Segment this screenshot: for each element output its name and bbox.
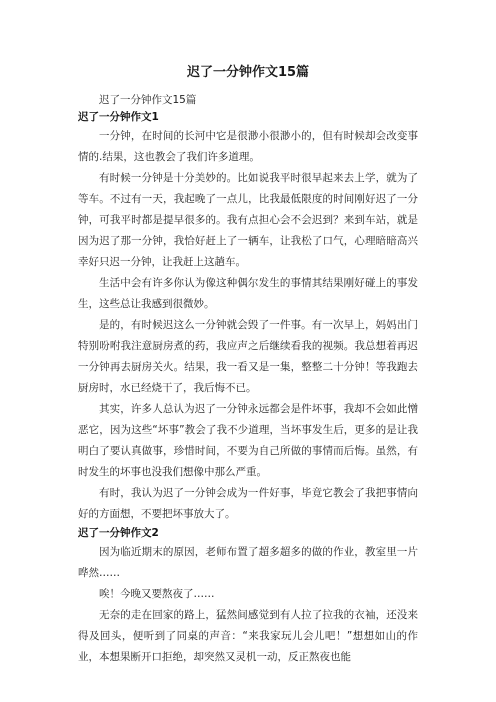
- document-subtitle: 迟了一分钟作文15篇: [99, 94, 197, 106]
- paragraph: 是的，有时候迟这么一分钟就会毁了一件事。有一次早上，妈妈出门特别吩咐我注意厨房煮的药，我应声之后继续看我的视频。我总想着再迟一分钟再去厨房关火。结果，我一看又是一集，整整二十分钟！等我跑去厨房时，水已经烧干了，我后悔不已。: [78, 319, 418, 394]
- paragraph: 无奈的走在回家的路上，猛然间感觉到有人拉了拉我的衣袖，还没来得及回头，便听到了同桌的声音：“来我家玩儿会儿吧！”想想如山的作业，本想果断开口拒绝，却突然又灵机一动，反正熬夜也能: [78, 609, 418, 663]
- paragraph: 生活中会有许多你认为像这种偶尔发生的事情其结果刚好碰上的事发生，这些总让我感到很微妙。: [78, 277, 418, 310]
- document-title: 迟了一分钟作文15篇: [186, 65, 310, 80]
- paragraph: 一分钟，在时间的长河中它是很渺小很渺小的，但有时候却会改变事情的.结果，这也教会了我们许多道理。: [78, 130, 418, 163]
- section-heading: 迟了一分钟作文2: [78, 527, 159, 539]
- paragraph: 唉！今晚又要熬夜了……: [99, 588, 215, 600]
- paragraph: 因为临近期末的原因，老师布置了超多超多的做的作业，教室里一片哗然……: [78, 546, 418, 579]
- section-heading: 迟了一分钟作文1: [78, 111, 159, 123]
- paragraph: 其实，许多人总认为迟了一分钟永远都会是件坏事，我却不会如此憎恶它，因为这些“坏事”教会了我不少道理，当坏事发生后，更多的是让我明白了要认真做事，珍惜时间，不要为自己所做的事情而后悔。虽然，有时发生的坏事也没我们想像中那么严重。: [78, 403, 418, 478]
- paragraph: 有时候一分钟是十分美妙的。比如说我平时很早起来去上学，就为了等车。不过有一天，我起晚了一点儿，比我最低限度的时间刚好迟了一分钟，可我平时都是提早很多的。我有点担心会不会迟到？来到车站，就是因为迟了那一分钟，我恰好赶上了一辆车，让我松了口气，心理暗暗高兴幸好只迟一分钟，让我赶上这趟车。: [78, 172, 418, 268]
- paragraph: 有时，我认为迟了一分钟会成为一件好事，毕竟它教会了我把事情向好的方面想，不要把坏事放大了。: [78, 487, 418, 520]
